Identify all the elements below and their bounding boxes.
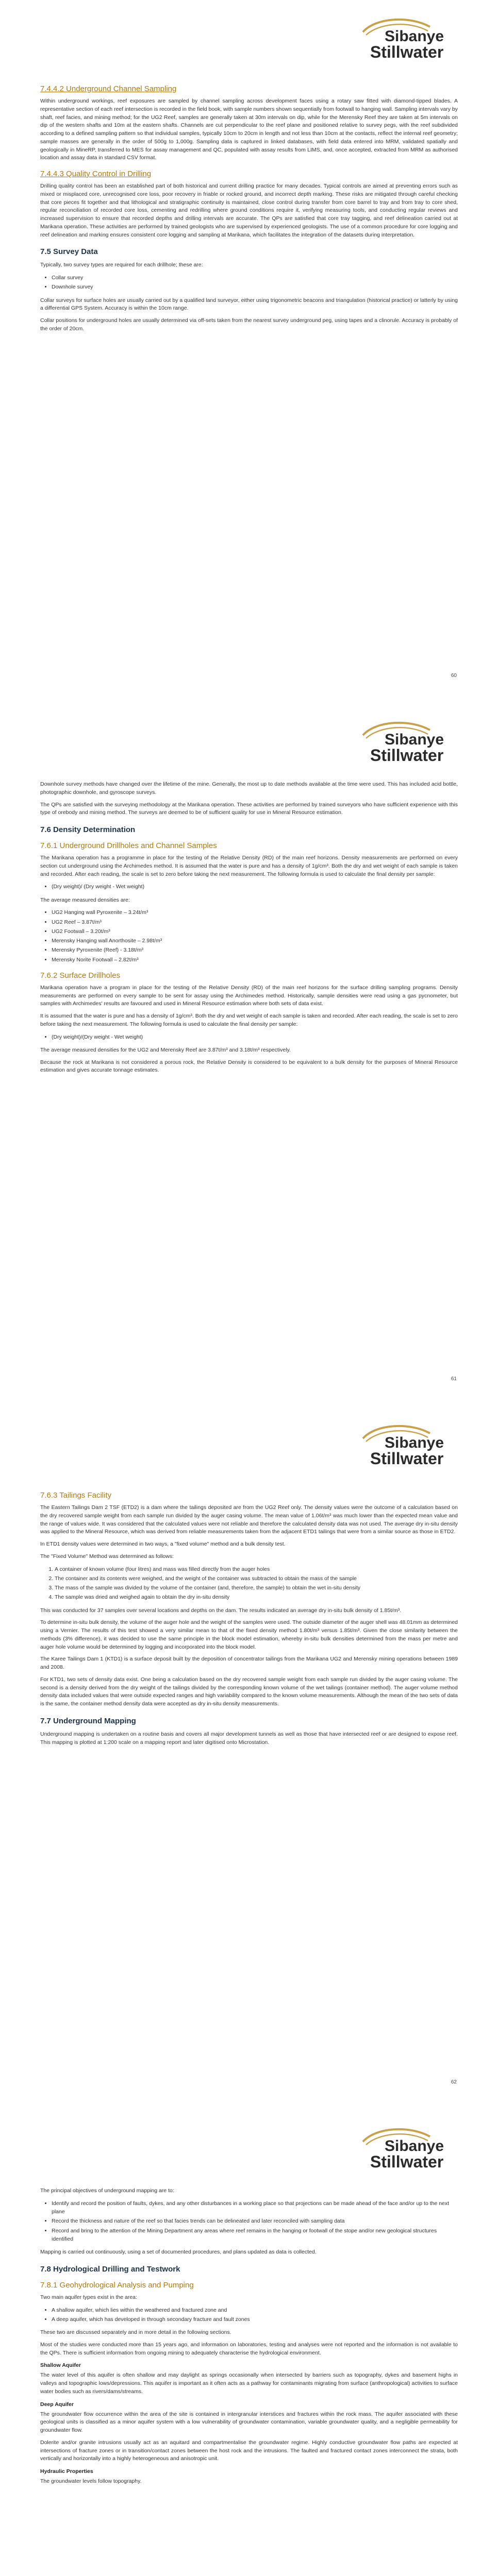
list-item: • Identify and record the position of faults, dykes, and any other disturbances in a working place so that projections can be made ahead of the face and/or up to the next plane <box>52 2199 458 2216</box>
paragraph: Most of the studies were conducted more than 15 years ago, and information on laboratories, testing and analyses were not reported and the information is not available to the QPs. There is sufficient information from ongoing mining to adequately characterise the hydrological environment. <box>40 2341 458 2356</box>
paragraph: Underground mapping is undertaken on a routine basis and covers all major development tunnels as well as those that have intersected reef or are designed to expose reef. This mapping is plotted at 1:200 scale on a mapping report and later digitised onto Microstation. <box>40 1731 458 1745</box>
paragraph: The average measured densities are: <box>40 896 130 903</box>
list-item: • (Dry weight)/ (Dry weight - Wet weight) <box>52 883 458 891</box>
paragraph: It is assumed that the water is pure and has a density of 1g/cm³. Both the dry and wet weight of each sample is taken and recorded. After each reading, the scale is set to zero before taking the next measurement. The following formula is used to calculate the final density per sample: <box>40 1013 458 1027</box>
minor-heading: Shallow Aquifer <box>40 2362 81 2369</box>
document-page <box>0 703 498 1406</box>
page-content <box>40 2187 458 2490</box>
paragraph: This was conducted for 37 samples over several locations and depths on the dam. The results indicated an average dry in-situ bulk density of 1.85t/m³. <box>40 1607 402 1614</box>
subsection-heading: 7.6.1 Underground Drillholes and Channel Samples <box>40 841 217 850</box>
paragraph: The QPs are satisfied with the surveying methodology at the Marikana operation. These activities are performed by trained surveyors who have sufficient experience with this type of orebody and mining method. The surveys are deemed to be of sufficient quality for use in Mineral Resource estimation. <box>40 801 458 816</box>
paragraph: The Eastern Tailings Dam 2 TSF (ETD2) is a dam where the tailings deposited are from the UG2 Reef only. The density values were the outcome of a calculation based on the dry recovered sample weight from each sample run divided by the auger casing volume. The mean value of 1.06t/m³ was much lower than the expected mean value and the range of values wide. It was considered that the calculated values were not reliable and therefore the calculated density data was not used. The average dry in-situ density was applied to the Mineral Resource, which was derived from reliable measurements taken from the adjacent ETD1 tailings that were from a similar source as those in ETD2. <box>40 1504 458 1535</box>
subsection-heading: 7.6.2 Surface Drillholes <box>40 971 121 980</box>
paragraph: Dolerite and/or granite intrusions usually act as an aquitard and compartmentalise the groundwater regime. Highly conductive groundwater flow paths are expected at intersections of fracture zones or in transition/contact zones between the host rock and the intrusions. The faulted and fractured contact zones interconnect the strata, both vertically and horizontally into a highly heterogeneous and anisotropic unit. <box>40 2439 458 2462</box>
logo-text-bottom: Stillwater <box>370 2153 444 2171</box>
subsection-heading: 7.4.4.3 Quality Control in Drilling <box>40 170 152 178</box>
paragraph: The water level of this aquifer is often shallow and may daylight as springs occasionally when intersected by barriers such as topography, dykes and basement highs in valleys and topographic lows/depressions. This aquifer is important as it often acts as a pathway for contaminants migrating from surface (anthropological) activities to surface water bodies such as rivers/dams/streams. <box>40 2372 458 2395</box>
sibanye-stillwater-logo <box>353 1422 471 1468</box>
list-item: • UG2 Reef – 3.87t/m³ <box>52 918 458 926</box>
paragraph: The average measured densities for the UG2 and Merensky Reef are 3.87t/m³ and 3.18t/m³ respectively. <box>40 1046 291 1053</box>
document-page <box>0 0 498 703</box>
numbered-list <box>55 1565 458 1602</box>
document-page <box>0 1406 498 2110</box>
page-number: 60 <box>451 673 457 679</box>
document-page <box>0 2110 498 2576</box>
paragraph: Because the rock at Marikana is not considered a porous rock, the Relative Density is considered to be equivalent to a bulk density for the purposes of Mineral Resource estimation and gives accurate tonnage estimates. <box>40 1059 458 1074</box>
list-item: • Merensky Hanging wall Anorthosite – 2.98t/m³ <box>52 937 458 945</box>
paragraph: These two are discussed separately and in more detail in the following sections. <box>40 2329 231 2336</box>
sibanye-stillwater-logo <box>353 719 471 765</box>
list-item: • Collar survey <box>52 274 458 282</box>
list-item: • A shallow aquifer, which lies within the weathered and fractured zone and <box>52 2306 458 2314</box>
page-content <box>40 781 458 1079</box>
list-item: 2. The container and its contents were weighed, and the weight of the container was subtracted to obtain the mass of the sample <box>55 1574 458 1583</box>
section-heading: 7.5 Survey Data <box>40 247 98 257</box>
logo-text-bottom: Stillwater <box>370 746 444 765</box>
bullet-list <box>52 274 458 292</box>
paragraph: The Marikana operation has a programme in place for the testing of the Relative Density (RD) of the main reef horizons. Density measurements are performed on every section cut underground using the Archimedes method. It is assumed that the water is pure and has a density of 1g/cm³. Both the dry and wet weight of each sample is taken and recorded. After each reading, the scale is set to zero before taking the next measurement. The following formula is used to calculate the final density per sample: <box>40 855 458 877</box>
logo-text-top: Sibanye <box>385 2138 444 2155</box>
paragraph: The principal objectives of underground mapping are to: <box>40 2188 174 2194</box>
section-heading: 7.7 Underground Mapping <box>40 1716 136 1725</box>
paragraph: The "Fixed Volume" Method was determined as follows: <box>40 1553 174 1560</box>
page-number: 62 <box>451 2079 457 2085</box>
logo-text-bottom: Stillwater <box>370 43 444 61</box>
list-item: • Merensky Pyroxenite (Reef) - 3.18t/m³ <box>52 946 458 954</box>
bullet-list <box>52 883 458 891</box>
subsection-heading: 7.6.3 Tailings Facility <box>40 1491 112 1500</box>
logo-text-bottom: Stillwater <box>370 1449 444 1468</box>
list-item: • A deep aquifer, which has developed in through secondary fracture and fault zones <box>52 2315 458 2324</box>
sibanye-stillwater-logo <box>353 2125 471 2172</box>
paragraph: Mapping is carried out continuously, using a set of documented procedures, and plans updated as data is collected. <box>40 2249 317 2256</box>
paragraph: To determine in-situ bulk density, the volume of the auger hole and the weight of the samples were used. The outside diameter of the auger shell was 48.01mm as determined using a Vernier. The results of this test showed a very similar mean to that of the fixed density method 1.80t/m³ versus 1.85t/m³. Given the close similarity between the methods (3% difference), it was decided to use the same principle in the block model estimation, whereby in-situ bulk densities determined from the mass per metre and auger hole volume would be determined by logging and incorporated into the block model. <box>40 1619 458 1650</box>
paragraph: Typically, two survey types are required for each drillhole; these are: <box>40 262 203 268</box>
bullet-list <box>52 2306 458 2324</box>
page-content <box>40 1484 458 1751</box>
list-item: • Record the thickness and nature of the reef so that facies trends can be delineated and later reconciled with sampling data <box>52 2217 458 2225</box>
subsection-heading: 7.4.4.2 Underground Channel Sampling <box>40 84 177 93</box>
logo-text-top: Sibanye <box>385 28 444 45</box>
paragraph: For KTD1, two sets of density data exist. One being a calculation based on the dry recovered sample weight from each sample run divided by the auger casing volume. The second is a density derived from the dry weight of the tailings divided by the corresponding known volume of the wet tailings (container method). The auger volume method density data included values that were outside expected ranges and high variability compared to the known volume measurements. Although the mean of the two sets of data is the same, the container method density data were accepted as dry in-situ density measurements. <box>40 1676 458 1707</box>
bullet-list <box>52 2199 458 2243</box>
paragraph: Within underground workings, reef exposures are sampled by channel sampling across development faces using a rotary saw fitted with diamond-tipped blades. A representative section of each reef intersection is recorded in the field book, with sample numbers shown sequentially from footwall to hanging wall. Sampling intervals vary by shaft, reef facies, and mining method; for the UG2 Reef, samples are generally taken at 30m intervals on dip, while for the Merensky Reef they are taken at 5m intervals on dip of the western shafts and 10m at the eastern shafts. Channels are cut perpendicular to the reef plane and positioned relative to survey pegs, with the reef subdivided according to a defined sampling pattern so that individual samples, typically 10cm to 20cm in length and not less than 10cm at the contacts, reflect the internal reef geometry; sample masses are generally in the order of 500g to 1,000g. Sampling data is captured in linked databases, with field data entered into MRM, validated spatially and geologically in MineRP, transferred to MES for assay management and QC, populated with assay results from LIMS, and, once accepted, extracted from MRM as authorised location and assay data in standard CSV format. <box>40 98 458 161</box>
paragraph: Collar surveys for surface holes are usually carried out by a qualified land surveyor, either using trigonometric beacons and triangulation (historical practice) or latterly by using a differential GPS System. Accuracy is within the 10cm range. <box>40 297 458 312</box>
paragraph: Marikana operation have a program in place for the testing of the Relative Density (RD) of the main reef horizons for the surface drilling sampling programs. Density measurements are performed on every sample to be sent for assay using the Archimedes method. Historically, sample densities were read using a gas pycnometer, but samples with Archimedes' results are favoured and used in Mineral Resource estimation where both sets of data exist. <box>40 984 458 1007</box>
page-content <box>40 77 458 337</box>
list-item: 1. A container of known volume (four litres) and mass was filled directly from the auger holes <box>55 1565 458 1573</box>
paragraph: In ETD1 density values were determined in two ways, a "fixed volume" method and a bulk density test. <box>40 1541 286 1547</box>
logo-text-top: Sibanye <box>385 731 444 748</box>
bullet-list <box>52 1033 458 1041</box>
paragraph: Two main aquifer types exist in the area: <box>40 2294 137 2300</box>
paragraph: The groundwater levels follow topography. <box>40 2478 142 2485</box>
paragraph: Drilling quality control has been an established part of both historical and current drilling practice for many decades. Typical controls are aimed at preventing errors such as mixed or misplaced core, unrecognised core loss, poor recovery in friable or rocked ground, and incorrect depth marking. These risks are mitigated through careful checking that core pieces fit together and that lithological and stratigraphic continuity is maintained, close control during transfer from core barrel to tray and from tray to core shed, regular reconciliation of recorded core loss, cementing and redrilling where ground conditions require it, verifying measuring tools, and conducting regular reviews and increased supervision to ensure that recorded depths and drilling intervals are accurate. The QPs are satisfied that core tray tagging, and reef delineation carried out at Marikana operation. These activities are performed by trained geologists who are supervised by experienced geologists. The use of a common procedure for core logging and reef delineation and marking ensures consistent core logging and sampling at Marikana, which facilitates the integration of the datasets during interpretation. <box>40 183 458 238</box>
list-item: • Downhole survey <box>52 283 458 291</box>
paragraph: The Karee Tailings Dam 1 (KTD1) is a surface deposit built by the deposition of concentrator tailings from the Marikana UG2 and Merensky mining operations between 1989 and 2008. <box>40 1656 458 1671</box>
list-item: 3. The mass of the sample was divided by the volume of the container (and, therefore, the sample) to obtain the wet in-situ density <box>55 1584 458 1592</box>
subsection-heading: 7.8.1 Geohydrological Analysis and Pumping <box>40 2280 194 2290</box>
list-item: • Merensky Norite Footwall – 2.82t/m³ <box>52 956 458 964</box>
paragraph: Collar positions for underground holes are usually determined via off-sets taken from the nearest survey underground peg, using tapes and a clinorule. Accuracy is probably of the order of 20cm. <box>40 317 458 332</box>
page-number: 61 <box>451 1376 457 1382</box>
list-item: • UG2 Footwall – 3.20t/m³ <box>52 927 458 936</box>
paragraph: Downhole survey methods have changed over the lifetime of the mine. Generally, the most up to date methods available at the time were used. This has included acid bottle, photographic downhole, and gyroscope surveys. <box>40 781 458 795</box>
minor-heading: Hydraulic Properties <box>40 2468 93 2475</box>
logo-text-top: Sibanye <box>385 1434 444 1451</box>
list-item: 4. The sample was dried and weighed again to obtain the dry in-situ density <box>55 1593 458 1601</box>
section-heading: 7.8 Hydrological Drilling and Testwork <box>40 2264 180 2274</box>
bullet-list <box>52 908 458 964</box>
paragraph: The groundwater flow occurrence within the area of the site is contained in intergranular interstices and fractures within the rock mass. The aquifer associated with these geological units is classified as a minor aquifer system with a low vulnerability of groundwater contamination, variable groundwater quality, and a negligible permeability for groundwater flow. <box>40 2411 458 2434</box>
list-item: • UG2 Hanging wall Pyroxenite – 3.24t/m³ <box>52 908 458 917</box>
section-heading: 7.6 Density Determination <box>40 825 136 834</box>
list-item: • Record and bring to the attention of the Mining Department any areas where reef remains in the hanging or footwall of the stope and/or new geological structures identified <box>52 2227 458 2244</box>
sibanye-stillwater-logo <box>353 15 471 62</box>
list-item: • (Dry weight)/(Dry weight - Wet weight) <box>52 1033 458 1041</box>
minor-heading: Deep Aquifer <box>40 2401 74 2408</box>
